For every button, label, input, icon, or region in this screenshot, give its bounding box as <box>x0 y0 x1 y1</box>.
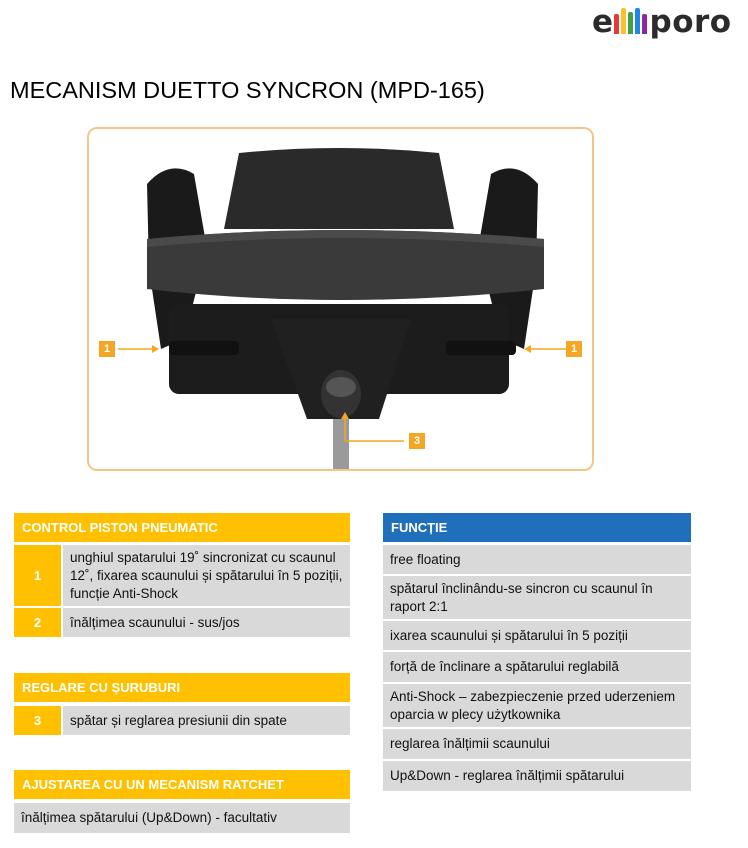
ratchet-row-text: înălțimea spătarului (Up&Down) - facultativ <box>14 803 350 833</box>
screws-row-1-num: 3 <box>14 706 61 735</box>
screws-row-1-text: spătar și reglarea presiunii din spate <box>63 706 350 735</box>
function-header: FUNCȚIE <box>383 513 691 542</box>
control-row-2-text: înălțimea scaunului - sus/jos <box>63 608 350 637</box>
function-item: Anti-Shock – zabezpieczenie przed uderzeniem oparcia w plecy użytkownika <box>383 684 691 727</box>
control-row-1-num: 1 <box>14 545 61 606</box>
function-item: spătarul înclinându-se sincron cu scaunul în raport 2:1 <box>383 576 691 619</box>
logo-text-left: e <box>592 4 614 40</box>
chair-photo <box>87 127 594 471</box>
function-item: reglarea înălțimii scaunului <box>383 729 691 759</box>
chair-illustration <box>89 129 594 471</box>
logo-m-bars <box>614 8 650 34</box>
callout-1-right: 1 <box>566 341 582 357</box>
screws-header: REGLARE CU ŞURUBURI <box>14 673 350 702</box>
page-title: MECANISM DUETTO SYNCRON (MPD-165) <box>10 77 485 103</box>
control-header: CONTROL PISTON PNEUMATIC <box>14 513 350 542</box>
emporo-logo <box>592 4 732 44</box>
callout-1-left: 1 <box>99 341 115 357</box>
function-item: free floating <box>383 545 691 574</box>
callout-3: 3 <box>409 433 425 449</box>
logo-text-right: poro <box>649 4 732 40</box>
function-item: ixarea scaunului și spătarului în 5 poziții <box>383 621 691 650</box>
function-item: Up&Down - reglarea înălțimii spătarului <box>383 761 691 791</box>
ratchet-header: AJUSTAREA CU UN MECANISM RATCHET <box>14 770 350 799</box>
control-row-1-text: unghiul spatarului 19˚ sincronizat cu scaunul 12˚, fixarea scaunului și spătarului în 5 poziții, funcție Anti-Shock <box>63 545 350 606</box>
function-item: forță de înclinare a spătarului reglabilă <box>383 652 691 682</box>
control-row-2-num: 2 <box>14 608 61 637</box>
